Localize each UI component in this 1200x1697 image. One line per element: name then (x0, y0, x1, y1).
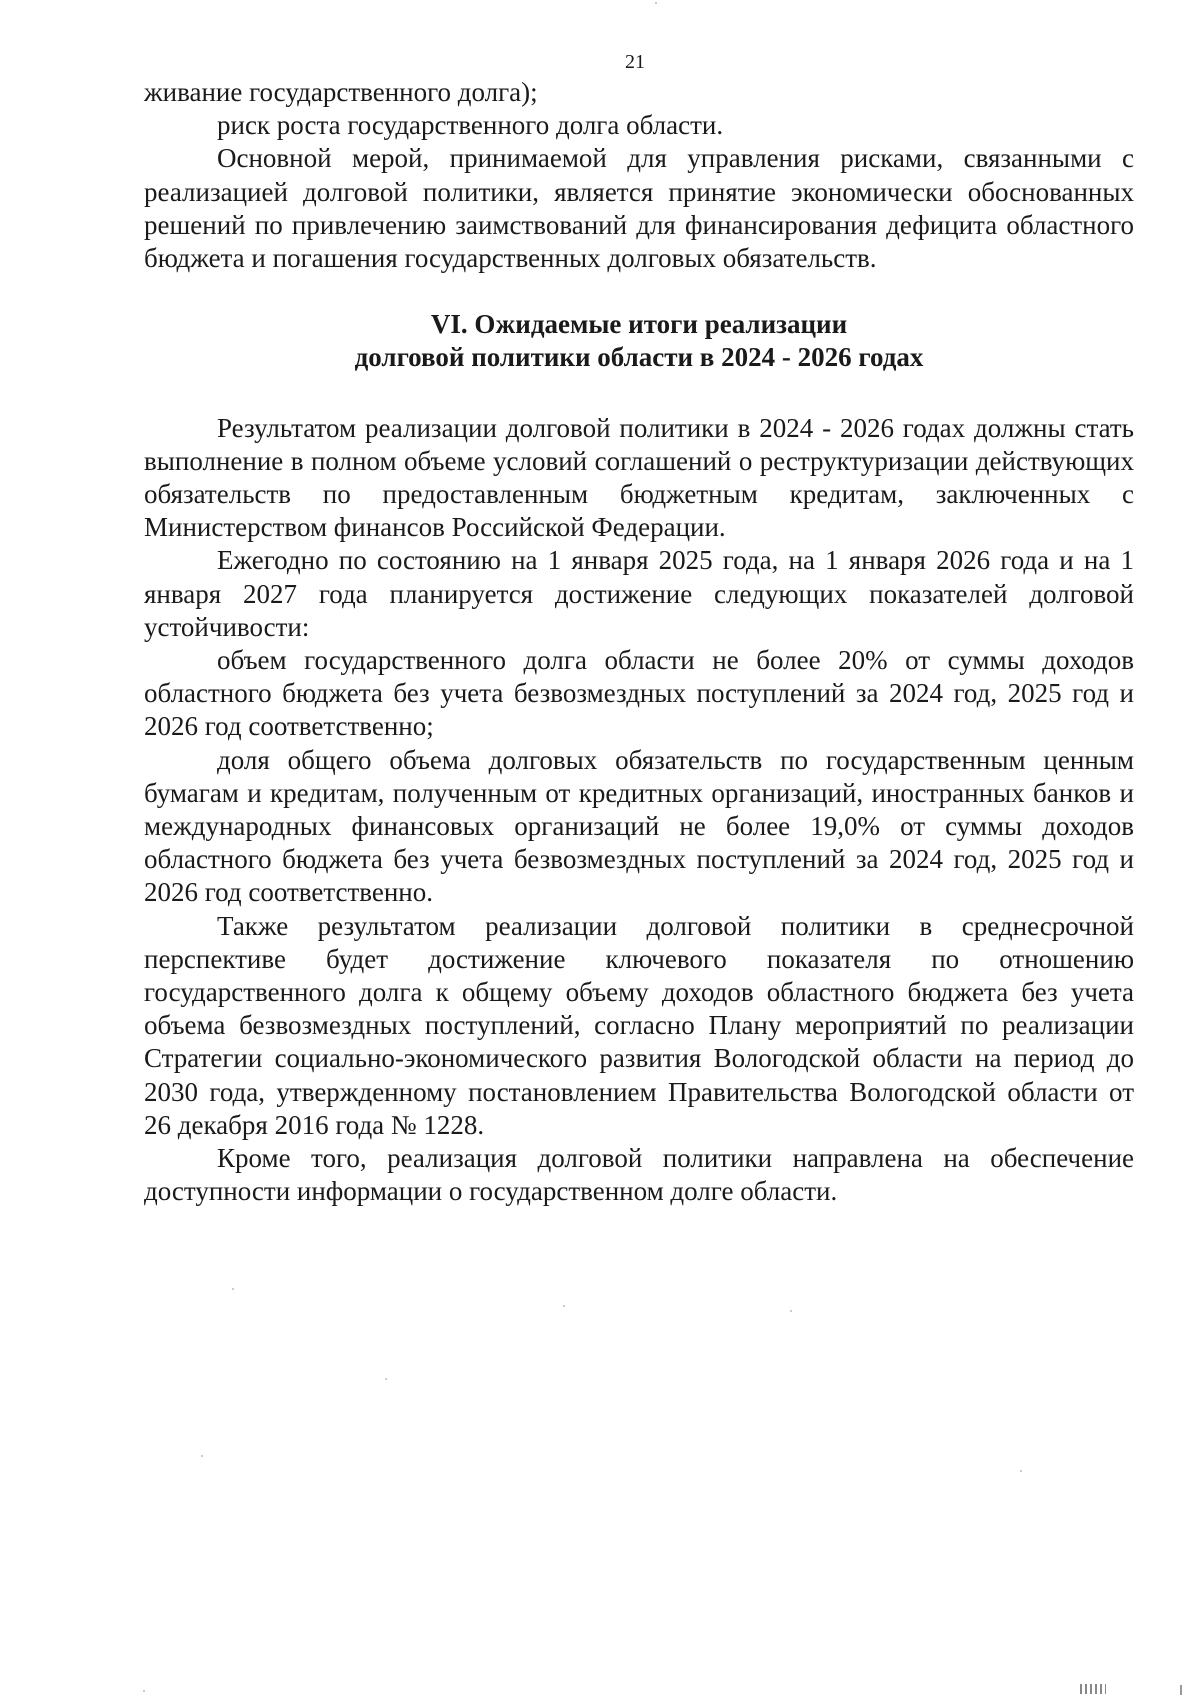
scan-speck (655, 2, 657, 4)
document-body (144, 76, 1134, 1209)
scan-speck (232, 1288, 234, 1290)
paragraph-policy-result: Результатом реализации долговой политики в 2024 - 2026 годах должны стать выполнение в полном объеме условий соглашений о реструктуризации действующих обязательств по предоставленным бюджетным кредитам, заключенных с Министерством финансов Российской Федерации. (144, 412, 1134, 543)
scan-speck (1020, 1470, 1022, 1472)
paragraph-information-availability: Кроме того, реализация долговой политики направлена на обеспечение доступности информации о государственном долге области. (144, 1143, 1134, 1207)
section-heading-line-2: долговой политики области в 2024 - 2026 годах (354, 342, 924, 373)
paragraph-debt-volume-indicator: объем государственного долга области не более 20% от суммы доходов областного бюджета без учета безвозмездных поступлений за 2024 год, 2025 год и 2026 год соответственно; (144, 645, 1134, 742)
paragraph-risk-management-measure: Основной мерой, принимаемой для управления рисками, связанными с реализацией долговой политики, является принятие экономически обоснованных решений по привлечению заимствований для финансирования дефицита областного бюджета и погашения государственных долговых обязательств. (144, 143, 1134, 274)
paragraph-continuation: живание государственного долга); (144, 77, 538, 107)
section-heading (144, 308, 1134, 374)
scan-speck (790, 1310, 792, 1312)
paragraph-key-indicator: Также результатом реализации долговой политики в среднесрочной перспективе будет достижение ключевого показателя по отношению государственного долга к общему объему доходов областного бюджета без учета объема безвозмездных поступлений, согласно Плану мероприятий по реализации Стратегии социально-экономического развития Вологодской области на период до 2030 года, утвержденному постановлением Правительства Вологодской области от 26 декабря 2016 года № 1228. (144, 910, 1134, 1140)
scan-speck (143, 1690, 145, 1692)
scan-edge-mark (1080, 1684, 1106, 1694)
scan-speck (201, 1455, 203, 1457)
section-heading-line-1: VI. Ожидаемые итоги реализации (430, 309, 848, 340)
scan-edge-mark (1180, 1685, 1182, 1695)
paragraph-annual-indicators: Ежегодно по состоянию на 1 января 2025 года, на 1 января 2026 года и на 1 января 2027 года планируется достижение следующих показателей долговой устойчивости: (144, 545, 1134, 642)
scan-speck (385, 1378, 387, 1380)
page-number: 21 (625, 51, 645, 73)
scan-speck (563, 1305, 565, 1307)
paragraph-debt-share-indicator: доля общего объема долговых обязательств по государственным ценным бумагам и кредитам, полученным от кредитных организаций, иностранных банков и международных финансовых организаций не более 19,0% от суммы доходов областного бюджета без учета безвозмездных поступлений за 2024 год, 2025 год и 2026 год соответственно. (144, 744, 1134, 908)
paragraph-debt-growth-risk: риск роста государственного долга области. (217, 110, 724, 141)
